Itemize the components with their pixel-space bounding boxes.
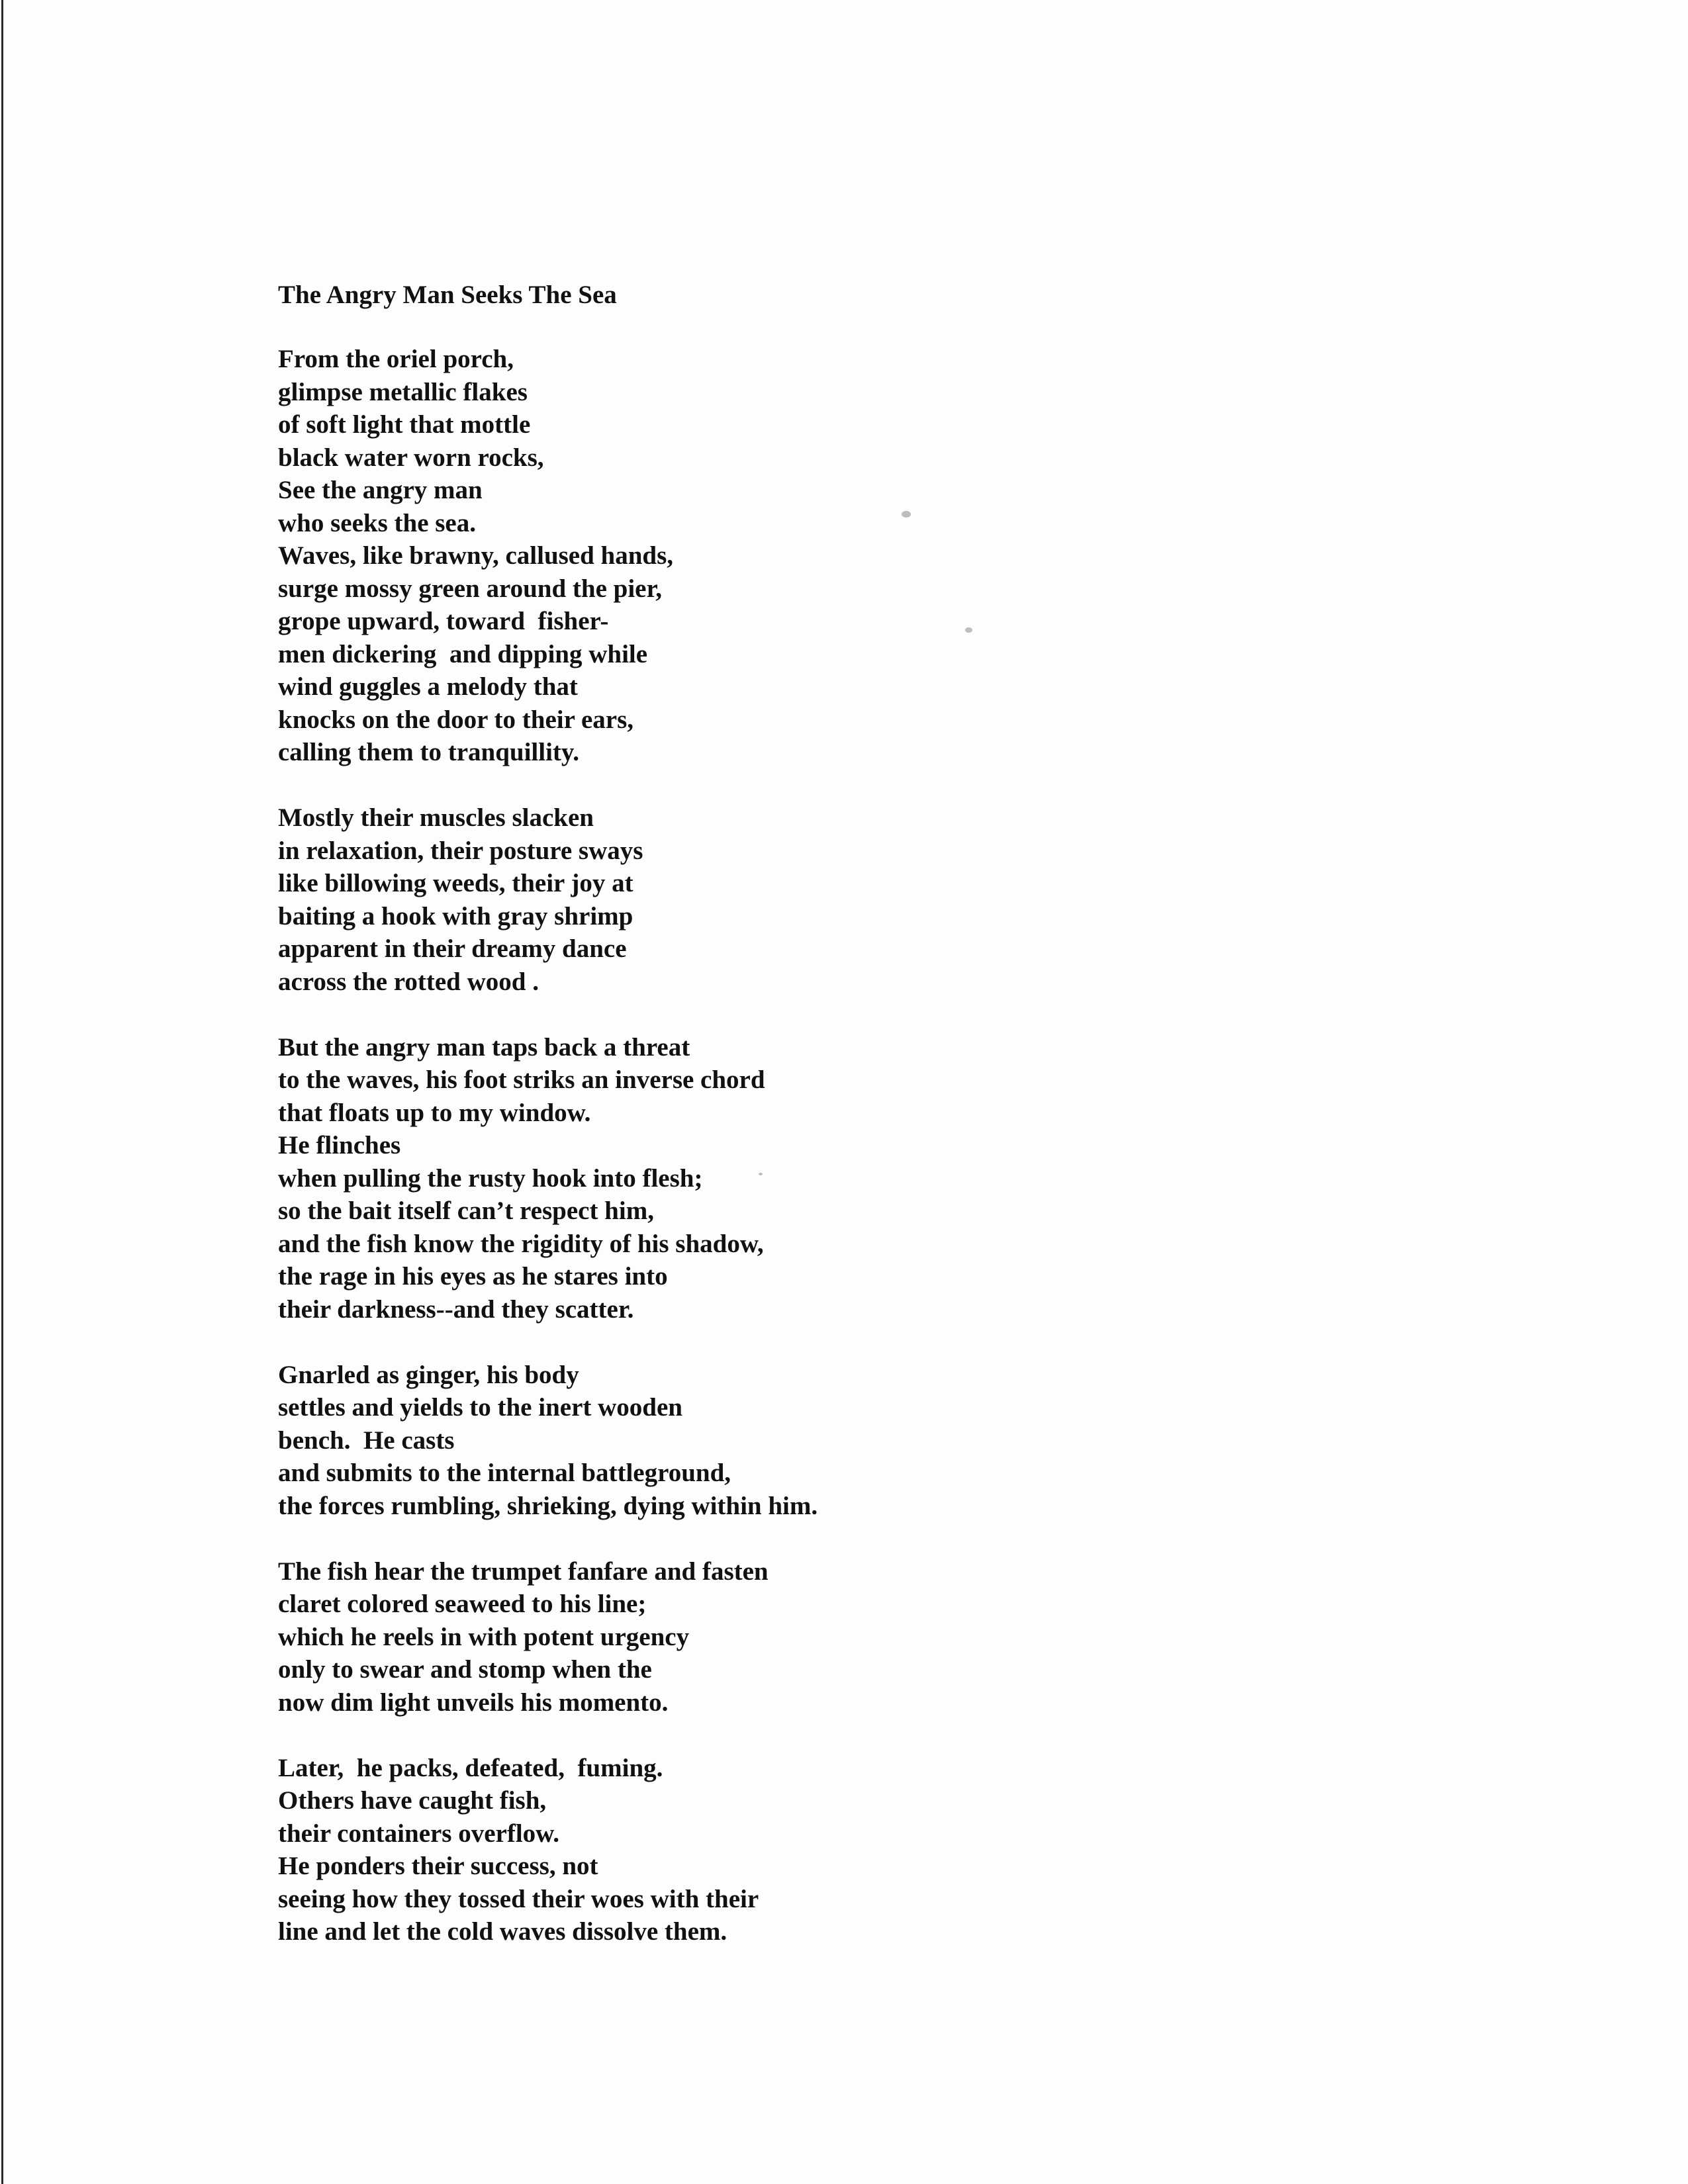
poem-line: He flinches: [278, 1131, 401, 1160]
poem-line: bench. He casts: [278, 1426, 455, 1455]
poem-line: See the angry man: [278, 476, 483, 504]
scan-edge-line: [1, 0, 3, 2184]
poem-line: their darkness--and they scatter.: [278, 1295, 634, 1324]
title-spacer: [278, 312, 1536, 343]
poem-line: and the fish know the rigidity of his shadow,: [278, 1229, 764, 1258]
poem-line: baiting a hook with gray shrimp: [278, 901, 633, 931]
poem-line: He ponders their success, not: [278, 1852, 598, 1880]
poem-line: men dickering and dipping while: [278, 639, 648, 668]
stanza-break: [278, 998, 1536, 1031]
poem-line: claret colored seaweed to his line;: [278, 1590, 647, 1618]
poem-line: But the angry man taps back a threat: [278, 1032, 690, 1062]
poem-line: in relaxation, their posture sways: [278, 836, 643, 865]
poem-line: line and let the cold waves dissolve them.: [278, 1917, 727, 1946]
poem-line: their containers overflow.: [278, 1819, 559, 1848]
poem-line: who seeks the sea.: [278, 508, 476, 537]
poem-line: calling them to tranquillity.: [278, 738, 580, 766]
poem-line: settles and yields to the inert wooden: [278, 1393, 682, 1422]
poem-line: only to swear and stomp when the: [278, 1655, 652, 1684]
poem-line: seeing how they tossed their woes with their: [278, 1884, 759, 1913]
poem-line: so the bait itself can’t respect him,: [278, 1197, 654, 1225]
stanza-6: [278, 1752, 1536, 1948]
stanza-break: [278, 1522, 1536, 1555]
poem-line: to the waves, his foot striks an inverse chord: [278, 1066, 765, 1094]
poem-title: The Angry Man Seeks The Sea: [278, 281, 617, 309]
stanza-break: [278, 769, 1536, 802]
poem-line: wind guggles a melody that: [278, 672, 578, 701]
poem-line: surge mossy green around the pier,: [278, 574, 662, 603]
poem-line: the rage in his eyes as he stares into: [278, 1262, 668, 1291]
poem-line: like billowing weeds, their joy at: [278, 869, 633, 897]
stanza-4: [278, 1359, 1536, 1523]
poem-line: Mostly their muscles slacken: [278, 803, 594, 832]
poem-line: grope upward, toward fisher-: [278, 607, 609, 635]
poem-line: the forces rumbling, shrieking, dying within him.: [278, 1491, 818, 1520]
poem-line: black water worn rocks,: [278, 443, 544, 472]
poem-line: when pulling the rusty hook into flesh;: [278, 1163, 703, 1193]
stanza-break: [278, 1719, 1536, 1752]
poem-line: which he reels in with potent urgency: [278, 1622, 690, 1651]
poem-line: Later, he packs, defeated, fuming.: [278, 1753, 663, 1782]
stanza-break: [278, 1326, 1536, 1359]
poem-line: of soft light that mottle: [278, 410, 531, 439]
poem-line: Waves, like brawny, callused hands,: [278, 541, 674, 570]
poem-line: The fish hear the trumpet fanfare and fasten: [278, 1557, 769, 1586]
poem-line: apparent in their dreamy dance: [278, 934, 627, 963]
poem-line: knocks on the door to their ears,: [278, 705, 633, 734]
poem-line: Others have caught fish,: [278, 1786, 547, 1815]
stanza-1: [278, 343, 1536, 769]
poem-line: that floats up to my window.: [278, 1098, 591, 1127]
poem: [278, 278, 1536, 1948]
poem-line: and submits to the internal battleground,: [278, 1459, 731, 1487]
poem-line: across the rotted wood .: [278, 967, 539, 996]
stanza-5: [278, 1555, 1536, 1719]
poem-line: glimpse metallic flakes: [278, 377, 528, 406]
stanza-2: [278, 801, 1536, 998]
poem-line: now dim light unveils his momento.: [278, 1688, 669, 1717]
stanza-3: [278, 1031, 1536, 1326]
poem-line: Gnarled as ginger, his body: [278, 1360, 579, 1389]
poem-line: From the oriel porch,: [278, 345, 514, 373]
